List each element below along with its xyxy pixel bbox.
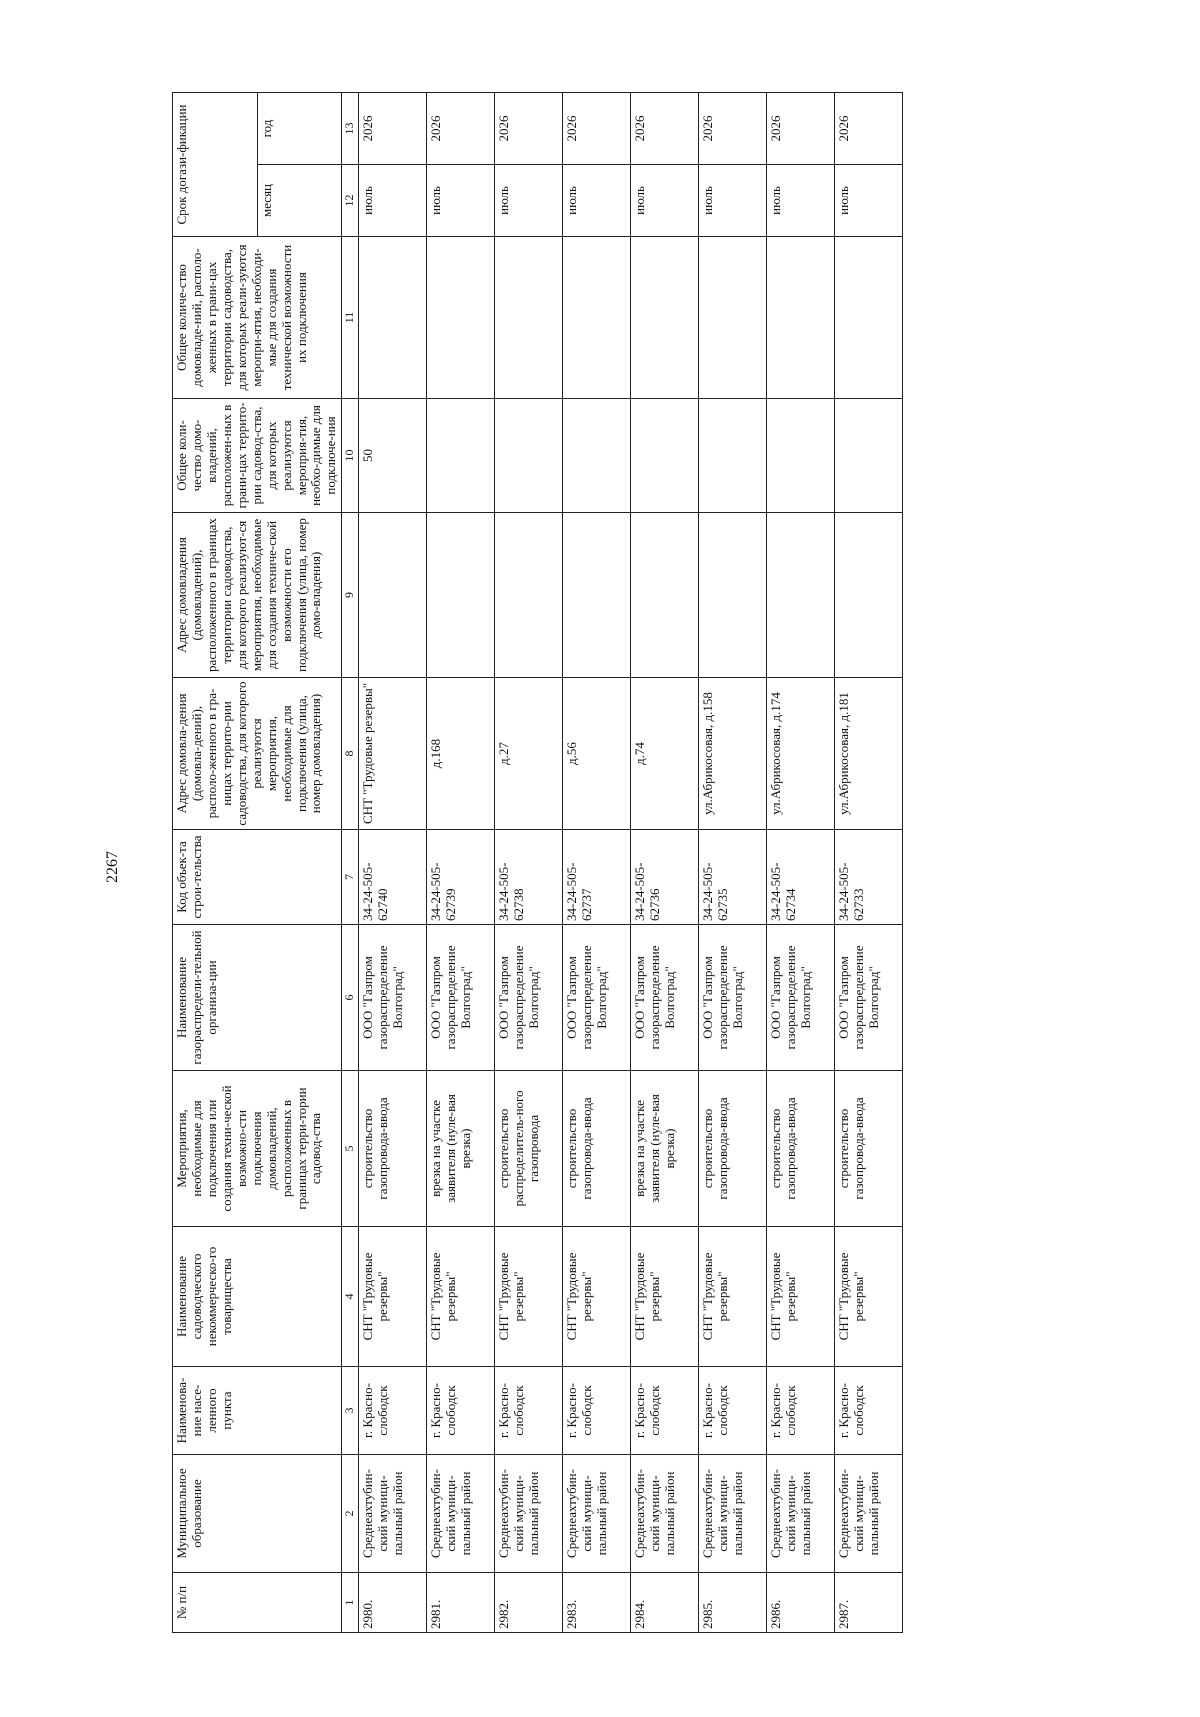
column-number: 8: [342, 678, 359, 830]
table-row: [631, 92, 699, 1632]
measure-cell: врезка на участке заявителя (нуле-вая врезка): [427, 1071, 495, 1227]
measure-cell: строительство газопровода-ввода: [359, 1071, 427, 1227]
table-row: [563, 92, 631, 1632]
measure-cell: строительство распределитель-ного газопровода: [495, 1071, 563, 1227]
address-connection-cell: СНТ "Трудовые резервы": [359, 678, 427, 830]
total-connection-cell: 50: [359, 399, 427, 513]
month-cell: июль: [699, 165, 767, 237]
object-code-cell: 34-24-505-62735: [699, 830, 767, 925]
gas-org-cell: ООО "Газпром газораспределение Волгоград": [835, 925, 903, 1071]
year-cell: 2026: [699, 92, 767, 164]
object-code-cell: 34-24-505-62734: [767, 830, 835, 925]
municipality-cell: Среднеахтубин-ский муници-пальный район: [699, 1455, 767, 1573]
month-cell: июль: [427, 165, 495, 237]
gas-org-cell: ООО "Газпром газораспределение Волгоград": [495, 925, 563, 1071]
measure-cell: строительство газопровода-ввода: [563, 1071, 631, 1227]
gas-org-cell: ООО "Газпром газораспределение Волгоград": [563, 925, 631, 1071]
address-technical-cell: [427, 513, 495, 678]
measure-cell: строительство газопровода-ввода: [767, 1071, 835, 1227]
total-technical-cell: [359, 237, 427, 399]
municipality-cell: Среднеахтубин-ский муници-пальный район: [359, 1455, 427, 1573]
address-technical-cell: [767, 513, 835, 678]
month-cell: июль: [495, 165, 563, 237]
object-code-cell: 34-24-505-62736: [631, 830, 699, 925]
address-connection-cell: ул.Абрикосовая, д.158: [699, 678, 767, 830]
municipality-cell: Среднеахтубин-ский муници-пальный район: [495, 1455, 563, 1573]
header-address-technical: Адрес домовладения (домовладений), расположенного в границах территории садоводства, для которого реализуют-ся мероприятия, необходимые для создания техниче-ской возможности его подключения (улица, номер домо-владения): [173, 513, 342, 678]
total-connection-cell: [699, 399, 767, 513]
column-number: 6: [342, 925, 359, 1071]
table-row: [427, 92, 495, 1632]
column-number: 11: [342, 237, 359, 399]
municipality-cell: Среднеахтубин-ский муници-пальный район: [631, 1455, 699, 1573]
column-number: 5: [342, 1071, 359, 1227]
row-number: 2987.: [835, 1573, 903, 1633]
total-technical-cell: [767, 237, 835, 399]
year-cell: 2026: [631, 92, 699, 164]
header-deadline: Срок догази-фикации: [173, 92, 258, 236]
settlement-cell: г. Красно-слободск: [563, 1367, 631, 1455]
row-number: 2982.: [495, 1573, 563, 1633]
municipality-cell: Среднеахтубин-ский муници-пальный район: [767, 1455, 835, 1573]
year-cell: 2026: [359, 92, 427, 164]
column-number: 7: [342, 830, 359, 925]
total-technical-cell: [563, 237, 631, 399]
year-cell: 2026: [427, 92, 495, 164]
address-connection-cell: д.168: [427, 678, 495, 830]
row-number: 2983.: [563, 1573, 631, 1633]
address-connection-cell: ул.Абрикосовая, д.174: [767, 678, 835, 830]
total-technical-cell: [427, 237, 495, 399]
total-connection-cell: [631, 399, 699, 513]
total-technical-cell: [495, 237, 563, 399]
measure-cell: строительство газопровода-ввода: [835, 1071, 903, 1227]
object-code-cell: 34-24-505-62739: [427, 830, 495, 925]
column-number: 1: [342, 1573, 359, 1633]
snt-cell: СНТ "Трудовые резервы": [495, 1227, 563, 1367]
year-cell: 2026: [767, 92, 835, 164]
table-row: [767, 92, 835, 1632]
gas-org-cell: ООО "Газпром газораспределение Волгоград": [767, 925, 835, 1071]
measure-cell: врезка на участке заявителя (нуле-вая врезка): [631, 1071, 699, 1227]
snt-cell: СНТ "Трудовые резервы": [563, 1227, 631, 1367]
total-connection-cell: [767, 399, 835, 513]
row-number: 2985.: [699, 1573, 767, 1633]
settlement-cell: г. Красно-слободск: [427, 1367, 495, 1455]
column-number: 4: [342, 1227, 359, 1367]
address-connection-cell: д.56: [563, 678, 631, 830]
month-cell: июль: [835, 165, 903, 237]
object-code-cell: 34-24-505-62740: [359, 830, 427, 925]
column-number-row: [342, 92, 359, 1632]
header-settlement: Наименова-ние насе-ленного пункта: [173, 1367, 342, 1455]
address-connection-cell: ул.Абрикосовая, д.181: [835, 678, 903, 830]
month-cell: июль: [359, 165, 427, 237]
column-number: 10: [342, 399, 359, 513]
municipality-cell: Среднеахтубин-ский муници-пальный район: [427, 1455, 495, 1573]
gas-org-cell: ООО "Газпром газораспределение Волгоград": [427, 925, 495, 1071]
table-row: [495, 92, 563, 1632]
object-code-cell: 34-24-505-62738: [495, 830, 563, 925]
row-number: 2986.: [767, 1573, 835, 1633]
settlement-cell: г. Красно-слободск: [835, 1367, 903, 1455]
year-cell: 2026: [563, 92, 631, 164]
header-gas-org: Наименование газораспредели-тельной организа-ции: [173, 925, 342, 1071]
header-object-code: Код объек-та строи-тельства: [173, 830, 342, 925]
row-number: 2980.: [359, 1573, 427, 1633]
object-code-cell: 34-24-505-62733: [835, 830, 903, 925]
total-technical-cell: [631, 237, 699, 399]
header-month: месяц: [257, 165, 342, 237]
total-connection-cell: [427, 399, 495, 513]
header-row: [173, 92, 258, 1632]
gas-org-cell: ООО "Газпром газораспределение Волгоград": [699, 925, 767, 1071]
total-technical-cell: [835, 237, 903, 399]
municipality-cell: Среднеахтубин-ский муници-пальный район: [563, 1455, 631, 1573]
column-number: 3: [342, 1367, 359, 1455]
address-technical-cell: [563, 513, 631, 678]
address-technical-cell: [495, 513, 563, 678]
total-connection-cell: [495, 399, 563, 513]
row-number: 2984.: [631, 1573, 699, 1633]
measure-cell: строительство газопровода-ввода: [699, 1071, 767, 1227]
snt-cell: СНТ "Трудовые резервы": [767, 1227, 835, 1367]
rotated-page-content: [172, 0, 1200, 1717]
settlement-cell: г. Красно-слободск: [631, 1367, 699, 1455]
snt-cell: СНТ "Трудовые резервы": [631, 1227, 699, 1367]
address-technical-cell: [835, 513, 903, 678]
table-row: [359, 92, 427, 1632]
column-number: 13: [342, 92, 359, 164]
total-connection-cell: [835, 399, 903, 513]
table-row: [699, 92, 767, 1632]
header-total-connection: Общее коли-чество домо-владений, расположен-ных в грани-цах террито-рии садовод-ства, для которых реализуются мероприя-тия, необхо-димые для подключе-ния: [173, 399, 342, 513]
table-row: [835, 92, 903, 1632]
snt-cell: СНТ "Трудовые резервы": [359, 1227, 427, 1367]
snt-cell: СНТ "Трудовые резервы": [835, 1227, 903, 1367]
header-total-technical: Общее количе-ство домовладе-ний, располо-женных в грани-цах территории садоводства, для которых реали-зуются меропри-ятия, необходи-мые для создания технической возможности их подключения: [173, 237, 342, 399]
snt-cell: СНТ "Трудовые резервы": [427, 1227, 495, 1367]
municipality-cell: Среднеахтубин-ский муници-пальный район: [835, 1455, 903, 1573]
gas-org-cell: ООО "Газпром газораспределение Волгоград": [631, 925, 699, 1071]
settlement-cell: г. Красно-слободск: [495, 1367, 563, 1455]
total-technical-cell: [699, 237, 767, 399]
snt-cell: СНТ "Трудовые резервы": [699, 1227, 767, 1367]
header-year: год: [257, 92, 342, 164]
column-number: 2: [342, 1455, 359, 1573]
header-snt: Наименование садоводческого некоммерческо-го товарищества: [173, 1227, 342, 1367]
month-cell: июль: [631, 165, 699, 237]
address-technical-cell: [631, 513, 699, 678]
month-cell: июль: [563, 165, 631, 237]
column-number: 12: [342, 165, 359, 237]
address-connection-cell: д.27: [495, 678, 563, 830]
column-number: 9: [342, 513, 359, 678]
settlement-cell: г. Красно-слободск: [359, 1367, 427, 1455]
gasification-table: [172, 92, 903, 1633]
row-number: 2981.: [427, 1573, 495, 1633]
total-connection-cell: [563, 399, 631, 513]
page-number: 2267: [104, 851, 121, 883]
header-address-connection: Адрес домовла-дения (домовла-дений), располо-женного в гра-ницах террито-рии садоводства, для которого реализуются мероприятия, необходимые для подключения (улица, номер домовладения): [173, 678, 342, 830]
header-measures: Мероприятия, необходимые для подключения или создания техни-ческой возможно-сти подключения домовладений, расположенных в границах терри-тории садовод-ства: [173, 1071, 342, 1227]
year-cell: 2026: [835, 92, 903, 164]
table-body: [359, 92, 903, 1632]
address-technical-cell: [699, 513, 767, 678]
gas-org-cell: ООО "Газпром газораспределение Волгоград": [359, 925, 427, 1071]
address-connection-cell: д.74: [631, 678, 699, 830]
month-cell: июль: [767, 165, 835, 237]
year-cell: 2026: [495, 92, 563, 164]
header-num: № п/п: [173, 1573, 342, 1633]
settlement-cell: г. Красно-слободск: [699, 1367, 767, 1455]
object-code-cell: 34-24-505-62737: [563, 830, 631, 925]
settlement-cell: г. Красно-слободск: [767, 1367, 835, 1455]
address-technical-cell: [359, 513, 427, 678]
header-municipality: Муниципальное образование: [173, 1455, 342, 1573]
